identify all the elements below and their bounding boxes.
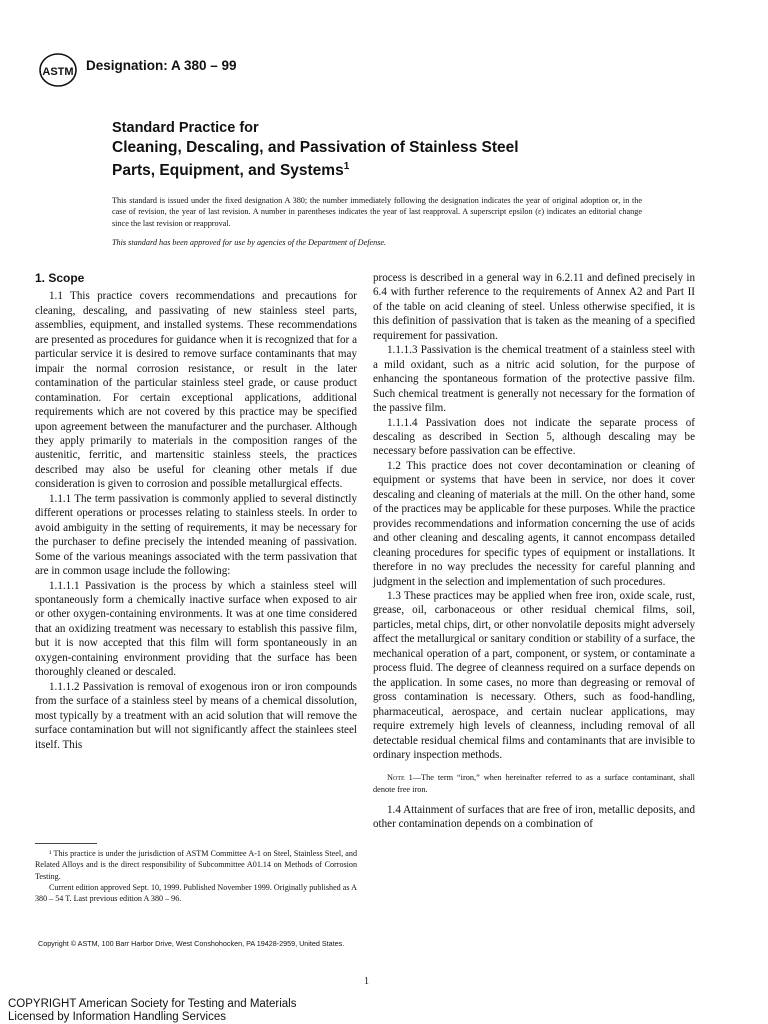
license-banner xyxy=(8,998,296,1024)
section-heading-scope: 1. Scope xyxy=(35,271,85,285)
paragraph: 1.1.1.3 Passivation is the chemical treatment of a stainless steel with a mild oxidant, such as a nitric acid solution, for the purpose of enhancing the spontaneous formation of the protective passive film. Such chemical treatment is generally not necessary for the formation of the passive film. xyxy=(373,344,695,415)
intro-statement: This standard is issued under the fixed designation A 380; the number immediately following the designation indicates the year of original adoption or, in the case of revision, the year of last revision. A number in parentheses indicates the year of last reapproval. A superscript epsilon (ε) indicates an editorial change since the last revision or reapproval. xyxy=(112,196,642,228)
paragraph: 1.3 These practices may be applied when free iron, oxide scale, rust, grease, oil, carbonaceous or other residual chemical films, soil, particles, metal chips, dirt, or other nonvolatile deposits might adversely affect the metallurgical or sanitary condition or stability of a surface, the mechanical operation of a part, component, or system, or contaminate a process fluid. The degree of cleanness required on a surface depends on the application. In some cases, no more than degreasing or removal of gross contamination is necessary. Others, such as food-handling, pharmaceutical, aerospace, and certain nuclear applications, may require extremely high levels of cleanness, including removal of all detectable residual chemical films and contaminants that are invisible to ordinary inspection methods. xyxy=(373,589,695,761)
note-1 xyxy=(373,772,695,795)
license-line-2: Licensed by Information Handling Services xyxy=(8,1011,226,1023)
document-title xyxy=(112,119,672,180)
title-footnote-mark: 1 xyxy=(343,161,350,172)
paragraph: 1.1.1 The term passivation is commonly applied to several distinctly different operations or processes relating to stainless steels. In order to avoid ambiguity in the setting of requirements, it may be necessary for the purchaser to define precisely the intended meaning of passivation. Some of the various meanings associated with the term passivation that are in common usage include the following: xyxy=(35,492,357,578)
paragraph: 1.1.1.4 Passivation does not indicate the separate process of descaling as described in Section 5, although descaling may be necessary before passivation can be effective. xyxy=(373,416,695,458)
logo-text: ASTM xyxy=(42,66,74,78)
note-text: —The term “iron,” when hereinafter referred to as a surface contaminant, shall denote free iron. xyxy=(373,773,695,794)
paragraph: process is described in a general way in 6.2.11 and defined precisely in 6.4 with further reference to the requirements of Annex A2 and Part II of the table on acid cleaning of steel. Unless otherwise specified, it is this definition of passivation that is taken as the meaning of a specified requirement for passivation. xyxy=(373,272,695,342)
paragraph: 1.2 This practice does not cover decontamination or cleaning of equipment or systems that have been in service, nor does it cover descaling and cleaning of materials at the mill. On the other hand, some of the practices may be applicable for these purposes. While the practice provides recommendations and information concerning the use of acids and other cleaning and descaling agents, it cannot encompass detailed cleaning procedures for specific types of equipment or installations. It therefore in no way precludes the necessity for careful planning and judgment in the selection and implementation of such procedures. xyxy=(373,459,695,588)
note-label: Note 1 xyxy=(387,773,413,783)
footnote: ¹ This practice is under the jurisdiction of ASTM Committee A-1 on Steel, Stainless Steel, and Related Alloys and is the direct responsibility of Subcommittee A01.14 on Methods of Corrosion Testing. xyxy=(35,849,357,881)
dod-approval: This standard has been approved for use by agencies of the Department of Defense. xyxy=(112,238,387,247)
astm-logo-icon xyxy=(38,52,78,88)
title-line-2: Cleaning, Descaling, and Passivation of Stainless Steel xyxy=(112,139,519,156)
left-column xyxy=(35,271,357,752)
paragraph: 1.1.1.1 Passivation is the process by which a stainless steel will spontaneously form a chemically inactive surface when exposed to air or other oxygen-containing environments. It was at one time considered that an oxidizing treatment was necessary to establish this passive film, but it is now accepted that this film will form spontaneously in an oxygen-containing environment providing that the surface has been thoroughly cleaned or descaled. xyxy=(35,579,357,679)
footnotes xyxy=(35,848,357,904)
footnote: Current edition approved Sept. 10, 1999. Published November 1999. Originally published as A 380 – 54 T. Last previous edition A 380 – 96. xyxy=(35,882,357,904)
designation: Designation: A 380 – 99 xyxy=(86,58,237,73)
paragraph: 1.1.1.2 Passivation is removal of exogenous iron or iron compounds from the surface of a stainless steel by means of a chemical dissolution, most typically by a treatment with an acid solution that will remove the surface contamination but will not significantly affect the stainlees steel itself. This xyxy=(35,680,357,751)
title-line-3: Parts, Equipment, and Systems xyxy=(112,162,344,180)
license-line-1: COPYRIGHT American Society for Testing and Materials xyxy=(8,998,297,1010)
footnote-divider xyxy=(35,843,97,844)
paragraph: 1.1 This practice covers recommendations and precautions for cleaning, descaling, and passivating of new stainless steel parts, assemblies, equipment, and installed systems. These recommendations are presented as procedures for guidance when it is recognized that for a particular service it is desired to remove surface contaminants that may impair the normal corrosion resistance, or result in the later contamination of the particular stainless steel grade, or cause product contamination. For certain exceptional applications, additional requirements which are not covered by this practice may be specified upon agreement between the manufacturer and the purchaser. Although they apply primarily to materials in the composition ranges of the austenitic, ferritic, and martensitic stainless steels, the practices described may also be useful for cleaning other metals if due consideration is given to corrosion and possible metallurgical effects. xyxy=(35,290,357,491)
paragraph: 1.4 Attainment of surfaces that are free of iron, metallic deposits, and other contamination depends on a combination of xyxy=(373,804,695,831)
page-number: 1 xyxy=(364,976,369,987)
title-line-1: Standard Practice for xyxy=(112,120,259,136)
copyright-line: Copyright © ASTM, 100 Barr Harbor Drive, West Conshohocken, PA 19428-2959, United States. xyxy=(38,939,345,948)
right-column xyxy=(373,271,695,832)
